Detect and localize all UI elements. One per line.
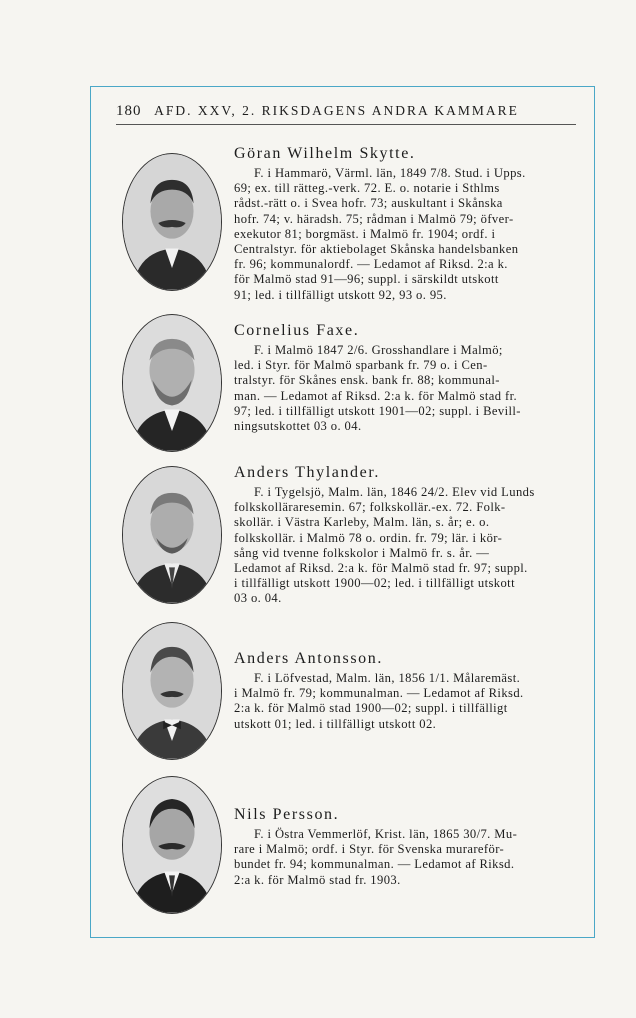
bio-line: F. i Tygelsjö, Malm. län, 1846 24/2. Elev vid Lunds bbox=[254, 485, 535, 499]
bio-line: tralstyr. för Skånes ensk. bank fr. 88; kommunal- bbox=[234, 373, 500, 388]
bio-line: 91; led. i tillfälligt utskott 92, 93 o. 95. bbox=[234, 287, 447, 302]
portrait-photo bbox=[122, 153, 222, 291]
bio-line: ningsutskottet 03 o. 04. bbox=[234, 419, 362, 434]
person-name: Anders Thylander. bbox=[234, 464, 380, 481]
bio-line: utskott 01; led. i tillfälligt utskott 02. bbox=[234, 716, 437, 731]
running-header bbox=[116, 103, 576, 125]
bio-line: 69; ex. till rätteg.-verk. 72. E. o. notarie i Sthlms bbox=[234, 181, 500, 196]
bio-line: bundet fr. 94; kommunalman. — Ledamot af Riksd. bbox=[234, 857, 515, 872]
bio-line: rådst.-rätt o. i Svea hofr. 73; auskultant i Skånska bbox=[234, 196, 503, 211]
bio-line: skollär. i Västra Karleby, Malm. län, s. år; e. o. bbox=[234, 515, 490, 530]
bio-line: F. i Malmö 1847 2/6. Grosshandlare i Malmö; bbox=[254, 343, 503, 357]
bio-line: 97; led. i tillfälligt utskott 1901—02; suppl. i Bevill- bbox=[234, 403, 521, 418]
person-name: Göran Wilhelm Skytte. bbox=[234, 145, 416, 162]
person-name: Anders Antonsson. bbox=[234, 650, 383, 667]
portrait-photo-icon bbox=[123, 154, 221, 290]
portrait-photo bbox=[122, 466, 222, 604]
bio-line: sång vid tvenne folkskolor i Malmö fr. s. år. — bbox=[234, 545, 490, 560]
bio-line: i tillfälligt utskott 1900—02; led. i tillfälligt utskott bbox=[234, 576, 515, 591]
bio-line: rare i Malmö; ordf. i Styr. för Svenska murareför- bbox=[234, 842, 505, 857]
bio-line: fr. 96; kommunalordf. — Ledamot af Riksd. 2:a k. bbox=[234, 257, 508, 272]
portrait-photo-icon bbox=[123, 315, 221, 451]
portrait-photo-icon bbox=[123, 777, 221, 913]
bio-line: man. — Ledamot af Riksd. 2:a k. för Malmö stad fr. bbox=[234, 388, 518, 403]
bio-line: Centralstyr. för aktiebolaget Skånska handelsbanken bbox=[234, 242, 519, 257]
bio-line: folkskolläraresemin. 67; folkskollär.-ex. 72. Folk- bbox=[234, 500, 506, 515]
bio-line: exekutor 81; borgmäst. i Malmö fr. 1904; ordf. i bbox=[234, 226, 496, 241]
bio-line: i Malmö fr. 79; kommunalman. — Ledamot af Riksd. bbox=[234, 686, 524, 701]
page-number: 180 bbox=[116, 103, 142, 119]
bio-line: 2:a k. för Malmö stad fr. 1903. bbox=[234, 872, 401, 887]
portrait-photo bbox=[122, 622, 222, 760]
bio-line: 03 o. 04. bbox=[234, 591, 282, 606]
bio-line: F. i Östra Vemmerlöf, Krist. län, 1865 30/7. Mu- bbox=[254, 827, 518, 841]
bio-line: Ledamot af Riksd. 2:a k. för Malmö stad fr. 97; suppl. bbox=[234, 561, 528, 576]
person-name: Cornelius Faxe. bbox=[234, 322, 360, 339]
person-name: Nils Persson. bbox=[234, 806, 340, 823]
bio-line: 2:a k. för Malmö stad 1900—02; suppl. i tillfälligt bbox=[234, 701, 508, 716]
bio-line: led. i Styr. för Malmö sparbank fr. 79 o. i Cen- bbox=[234, 358, 488, 373]
bio-line: F. i Hammarö, Värml. län, 1849 7/8. Stud. i Upps. bbox=[254, 166, 526, 180]
portrait-photo-icon bbox=[123, 623, 221, 759]
portrait-photo bbox=[122, 314, 222, 452]
bio-line: för Malmö stad 91—96; suppl. i särskildt utskott bbox=[234, 272, 499, 287]
portrait-photo-icon bbox=[123, 467, 221, 603]
bio-line: F. i Löfvestad, Malm. län, 1856 1/1. Målaremäst. bbox=[254, 671, 521, 685]
running-title: AFD. XXV, 2. RIKSDAGENS ANDRA KAMMARE bbox=[154, 103, 519, 118]
portrait-photo bbox=[122, 776, 222, 914]
bio-line: folkskollär. i Malmö 78 o. ordin. fr. 79; lär. i kör- bbox=[234, 530, 503, 545]
bio-line: hofr. 74; v. häradsh. 75; rådman i Malmö 79; öfver- bbox=[234, 211, 514, 226]
